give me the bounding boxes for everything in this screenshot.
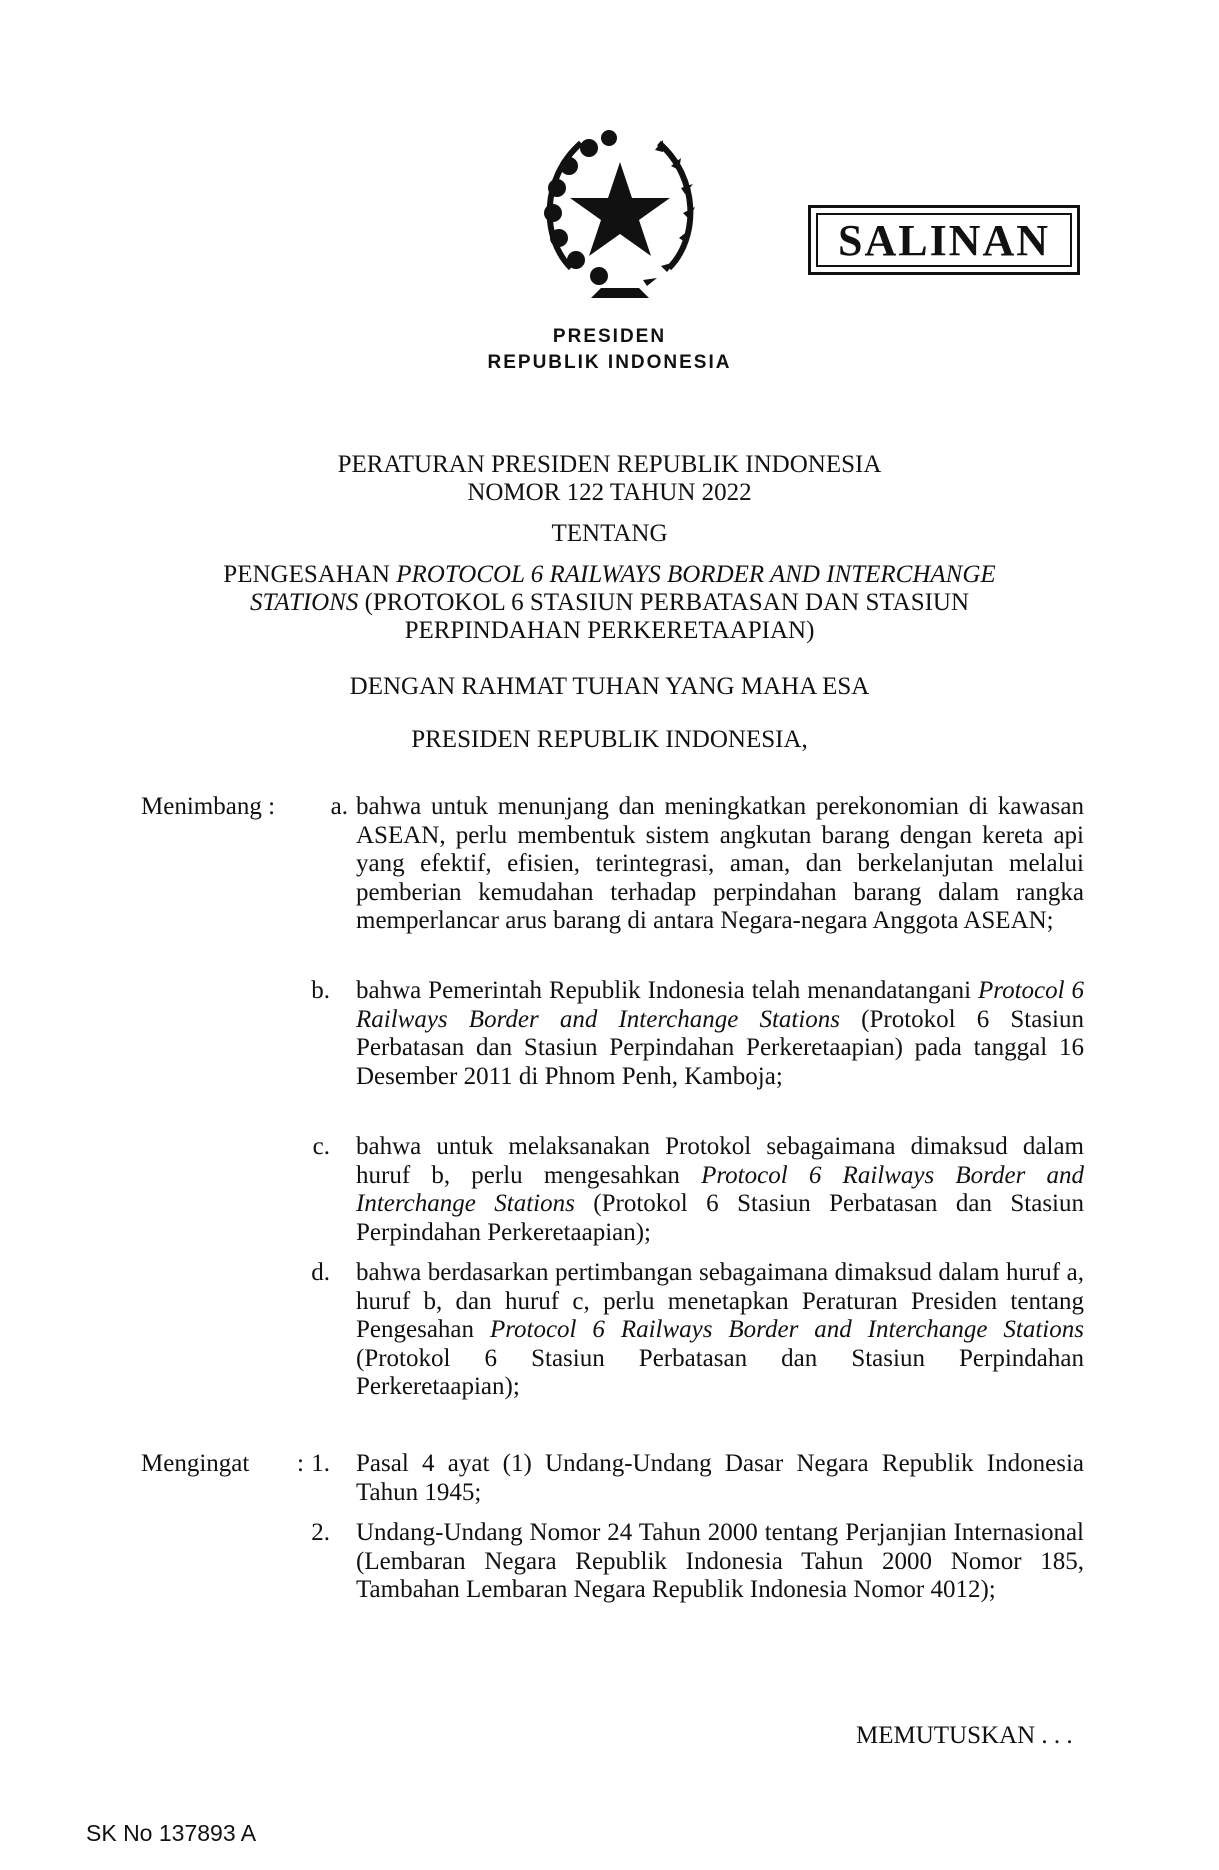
issuer: PRESIDEN REPUBLIK INDONESIA, (411, 726, 808, 753)
office-line-president: PRESIDEN (552, 326, 667, 347)
menimbang-item-d: bahwa berdasarkan pertimbangan sebagaimana dimaksud dalam huruf a, huruf b, dan huruf c, perlu menetapkan Peraturan Presiden tentang Pengesahan Protocol 6 Railways Border and Interchange Stations (Protokol 6 Stasiun Perbatasan dan Stasiun Perpindahan Perkeretaapian); (356, 1259, 1084, 1401)
mengingat-marker-2: 2. (311, 1519, 330, 1546)
regulation-title: PERATURAN PRESIDEN REPUBLIK INDONESIA (337, 451, 882, 478)
menimbang-marker-d: d. (311, 1259, 330, 1286)
menimbang-item-a: bahwa untuk menunjang dan meningkatkan perekonomian di kawasan ASEAN, perlu membentuk sistem angkutan barang dengan kereta api yang efektif, efisien, terintegrasi, aman, dan berkelanjutan melalui pemberian kemudahan terhadap perpindahan barang dalam rangka memperlancar arus barang di antara Negara-negara Anggota ASEAN; (356, 793, 1084, 935)
regulation-about: TENTANG (551, 520, 668, 547)
mengingat-item-1: Pasal 4 ayat (1) Undang-Undang Dasar Negara Republik Indonesia Tahun 1945; (356, 1450, 1084, 1506)
menimbang-marker-b: b. (311, 977, 330, 1004)
regulation-subject-line1: PENGESAHAN PROTOCOL 6 RAILWAYS BORDER AND INTERCHANGE (223, 561, 996, 588)
menimbang-marker-c: c. (312, 1133, 330, 1160)
mengingat-colon: : (297, 1450, 304, 1477)
continuation-catchword: MEMUTUSKAN . . . (856, 1722, 1073, 1749)
regulation-subject-line3: PERPINDAHAN PERKERETAAPIAN) (404, 617, 815, 644)
copy-stamp-label: SALINAN (816, 213, 1072, 267)
mengingat-item-2: Undang-Undang Nomor 24 Tahun 2000 tentang Perjanjian Internasional (Lembaran Negara Republik Indonesia Tahun 2000 Nomor 185, Tambahan Lembaran Negara Republik Indonesia Nomor 4012); (356, 1519, 1084, 1604)
document-code: SK No 137893 A (86, 1820, 257, 1846)
mengingat-marker-1: 1. (311, 1450, 330, 1477)
menimbang-item-b: bahwa Pemerintah Republik Indonesia telah menandatangani Protocol 6 Railways Border and Interchange Stations (Protokol 6 Stasiun Perbatasan dan Stasiun Perpindahan Perkeretaapian) pada tanggal 16 Desember 2011 di Phnom Penh, Kamboja; (356, 977, 1084, 1090)
invocation: DENGAN RAHMAT TUHAN YANG MAHA ESA (349, 673, 870, 700)
copy-stamp-box (808, 205, 1080, 275)
office-line-republic: REPUBLIK INDONESIA (487, 352, 732, 373)
menimbang-item-c: bahwa untuk melaksanakan Protokol sebagaimana dimaksud dalam huruf b, perlu mengesahkan Protocol 6 Railways Border and Interchange Stations (Protokol 6 Stasiun Perbatasan dan Stasiun Perpindahan Perkeretaapian); (356, 1133, 1085, 1246)
regulation-subject-line2: STATIONS (PROTOKOL 6 STASIUN PERBATASAN DAN STASIUN (249, 589, 970, 616)
regulation-number: NOMOR 122 TAHUN 2022 (467, 479, 752, 506)
mengingat-label: Mengingat (141, 1450, 250, 1477)
presidential-emblem-icon (531, 118, 709, 308)
menimbang-label: Menimbang : (141, 793, 276, 820)
menimbang-marker-a: a. (330, 793, 348, 820)
